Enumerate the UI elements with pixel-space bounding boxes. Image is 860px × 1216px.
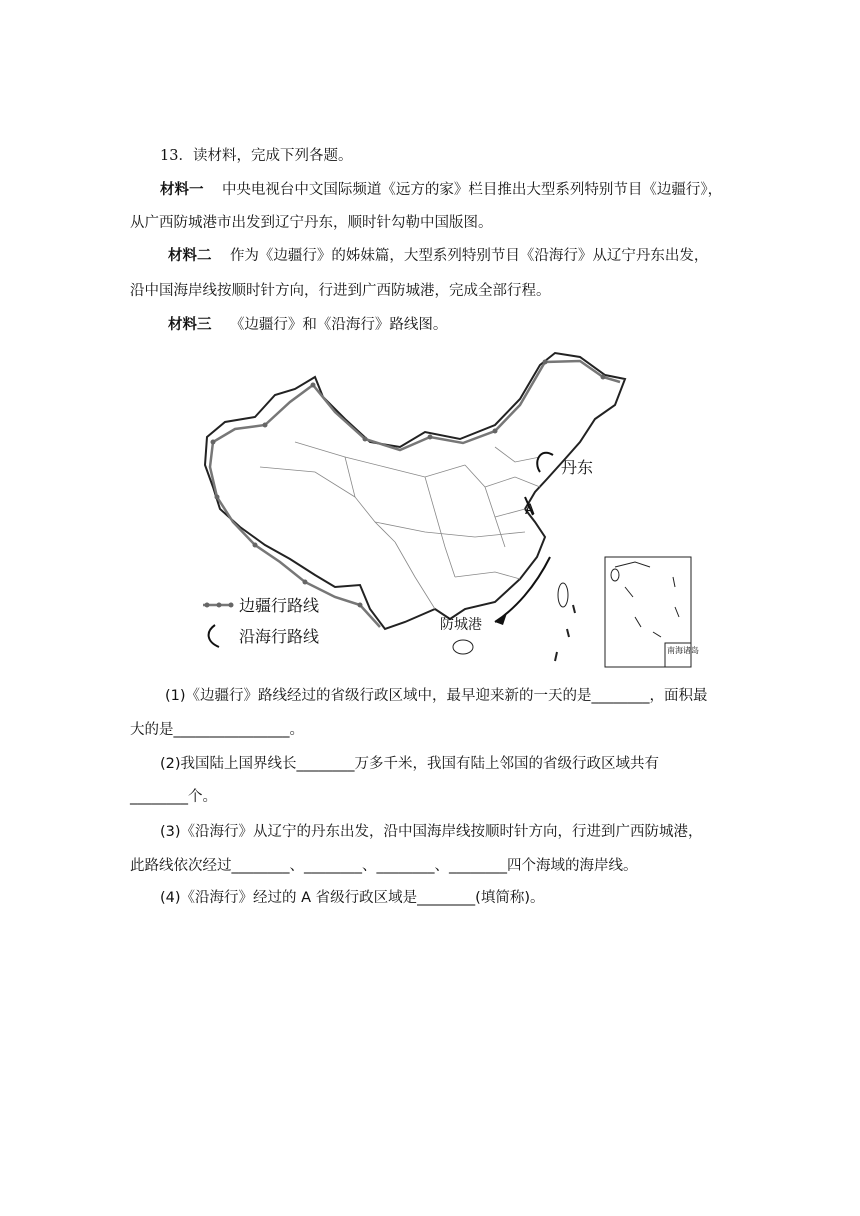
- taiwan: [558, 583, 568, 607]
- q4: (4)《沿海行》经过的 A 省级行政区域是________(填简称)。: [160, 890, 545, 906]
- material-two: [168, 246, 708, 266]
- legend-coast-label: 沿海行路线: [239, 627, 320, 646]
- coast-route-north: [537, 453, 553, 472]
- label-a: A: [525, 502, 535, 518]
- q2-line1: (2)我国陆上国界线长________万多千米，我国有陆上邻国的省级行政区域共有: [160, 756, 660, 772]
- q2-line2: ________个。: [130, 789, 217, 805]
- border-route: [210, 361, 620, 627]
- q1-line2: 大的是________________。: [130, 722, 304, 738]
- material-one-text: 中央电视台中文国际频道《远方的家》栏目推出大型系列特别节目《边疆行》，: [221, 182, 723, 198]
- q1-line1: (1)《边疆行》路线经过的省级行政区域中，最早迎来新的一天的是________，面积最: [165, 688, 708, 704]
- material-one-label: 材料一: [160, 181, 204, 198]
- hainan: [453, 640, 473, 654]
- material-two-label: 材料二: [168, 247, 212, 264]
- label-dandong: 丹东: [561, 458, 594, 477]
- q3-line1: (3)《沿海行》从辽宁的丹东出发，沿中国海岸线按顺时针方向，行进到广西防城港，: [160, 824, 703, 840]
- material-one-cont: 从广西防城港市出发到辽宁丹东，顺时针勾勒中国版图。: [130, 215, 493, 231]
- legend-border-label: 边疆行路线: [239, 596, 320, 615]
- border-route-dots: [211, 360, 606, 608]
- province-lines: [260, 442, 540, 609]
- material-three-label: 材料三: [168, 316, 212, 333]
- material-three-text: 《边疆行》和《沿海行》路线图。: [229, 317, 448, 333]
- material-one: [160, 180, 722, 200]
- coast-route-arrowhead: [495, 613, 507, 625]
- dash-marks: [555, 605, 575, 661]
- q3-line2: 此路线依次经过________、________、________、________四个海域的海岸线。: [130, 858, 638, 874]
- label-fangcheng: 防城港: [440, 617, 482, 633]
- material-three: [168, 315, 447, 335]
- china-outline: [205, 353, 625, 629]
- inset-label: 南海诸岛: [667, 646, 699, 655]
- legend-coast-arrow: [209, 625, 219, 647]
- material-two-text: 作为《边疆行》的姊妹篇，大型系列特别节目《沿海行》从辽宁丹东出发，: [229, 248, 709, 264]
- route-map: [195, 347, 699, 667]
- question-intro: 13．读材料，完成下列各题。: [160, 148, 353, 164]
- coast-route-south: [495, 557, 550, 622]
- material-two-cont: 沿中国海岸线按顺时针方向，行进到广西防城港，完成全部行程。: [130, 283, 551, 299]
